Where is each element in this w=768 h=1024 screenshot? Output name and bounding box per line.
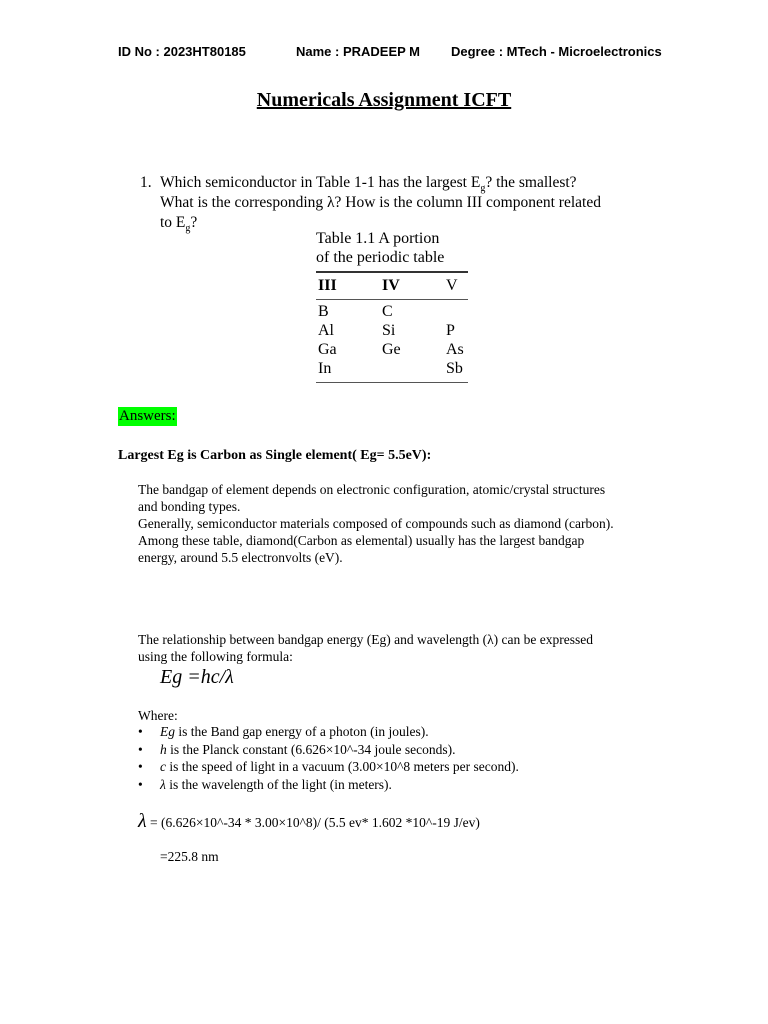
para2-line-2: using the following formula: [138, 649, 293, 664]
page-title [0, 89, 768, 112]
question-line-3-sub: g [185, 223, 191, 235]
relationship-paragraph [138, 631, 638, 665]
list-item [138, 758, 519, 776]
table-row [316, 340, 468, 359]
question-line-3 [160, 213, 197, 239]
table-header-rule [316, 299, 468, 300]
table-cell: In [318, 360, 332, 377]
definition-text: is the Band gap energy of a photon (in joules). [175, 724, 429, 739]
table-cell: Ga [318, 341, 337, 358]
table-header-iii: III [318, 277, 337, 294]
table-row [316, 302, 468, 321]
periodic-table [316, 229, 468, 383]
table-cell [380, 359, 444, 378]
definitions-list [138, 723, 519, 793]
list-item [138, 723, 519, 741]
table-cell: As [446, 341, 464, 358]
table-caption-line-2: of the periodic table [316, 249, 445, 266]
calculation-result: =225.8 nm [160, 849, 219, 864]
question-line-2: What is the corresponding λ? How is the column III component related [160, 194, 601, 211]
bandgap-paragraph [138, 481, 638, 566]
where-label: Where: [138, 708, 178, 723]
largest-eg-heading: Largest Eg is Carbon as Single element( Eg= 5.5eV): [118, 448, 432, 463]
table-body [316, 302, 468, 378]
definition-symbol: λ [160, 776, 166, 792]
table-cell: Si [382, 322, 396, 339]
page-title-text: Numericals Assignment ICFT [256, 89, 512, 111]
question-line-1-text: Which semiconductor in Table 1-1 has the largest E [160, 174, 481, 191]
lambda-symbol: λ [138, 810, 147, 832]
degree: Degree : MTech - Microelectronics [451, 44, 662, 59]
student-name: Name : PRADEEP M [296, 44, 421, 59]
question-line-1-sub: g [480, 183, 486, 195]
table-bottom-rule [316, 382, 468, 383]
definition-symbol: c [160, 759, 166, 774]
question-line-3-end: ? [190, 214, 198, 231]
list-item [138, 776, 519, 794]
definition-symbol: Eg [160, 724, 175, 739]
question-number: 1. [140, 174, 152, 191]
para1-line-2: and bonding types. [138, 499, 241, 514]
answers-label: Answers: [119, 408, 176, 424]
bandgap-formula: Eg =hc/λ [160, 666, 234, 688]
id-number: ID No : 2023HT80185 [118, 44, 246, 59]
table-caption-line-1: Table 1.1 A portion [316, 230, 440, 247]
wavelength-calculation [138, 810, 480, 833]
para1-line-5: energy, around 5.5 electronvolts (eV). [138, 550, 343, 565]
question-line-3-text: to E [160, 214, 186, 231]
definition-text: is the Planck constant (6.626×10^-34 joule seconds). [166, 741, 456, 757]
table-cell: B [318, 303, 329, 320]
table-cell [444, 302, 468, 321]
table-cell: Al [318, 322, 334, 339]
table-cell: Sb [446, 360, 463, 377]
para1-line-3: Generally, semiconductor materials composed of compounds such as diamond (carbon). [138, 516, 614, 531]
list-item [138, 741, 519, 759]
calculation-expression: = (6.626×10^-34 * 3.00×10^8)/ (5.5 ev* 1.602 *10^-19 J/ev) [146, 815, 480, 830]
question-line-1-end: ? the smallest? [485, 174, 577, 191]
table-row [316, 359, 468, 378]
para1-line-1: The bandgap of element depends on electronic configuration, atomic/crystal structures [138, 482, 606, 497]
para1-line-4: Among these table, diamond(Carbon as elemental) usually has the largest bandgap [138, 533, 585, 548]
table-cell: C [382, 303, 393, 320]
table-header-iv: IV [382, 277, 400, 294]
table-header-v: V [446, 277, 458, 294]
definition-text: is the wavelength of the light (in meters). [165, 776, 392, 792]
table-cell: Ge [382, 341, 401, 358]
table-cell: P [446, 322, 455, 339]
table-grid [316, 273, 468, 299]
table-row [316, 321, 468, 340]
definition-text: is the speed of light in a vacuum (3.00×10^8 meters per second). [166, 759, 519, 774]
definition-symbol: h [160, 741, 167, 757]
para2-line-1: The relationship between bandgap energy (Eg) and wavelength (λ) can be expressed [138, 632, 593, 647]
table-header-row [316, 273, 468, 299]
